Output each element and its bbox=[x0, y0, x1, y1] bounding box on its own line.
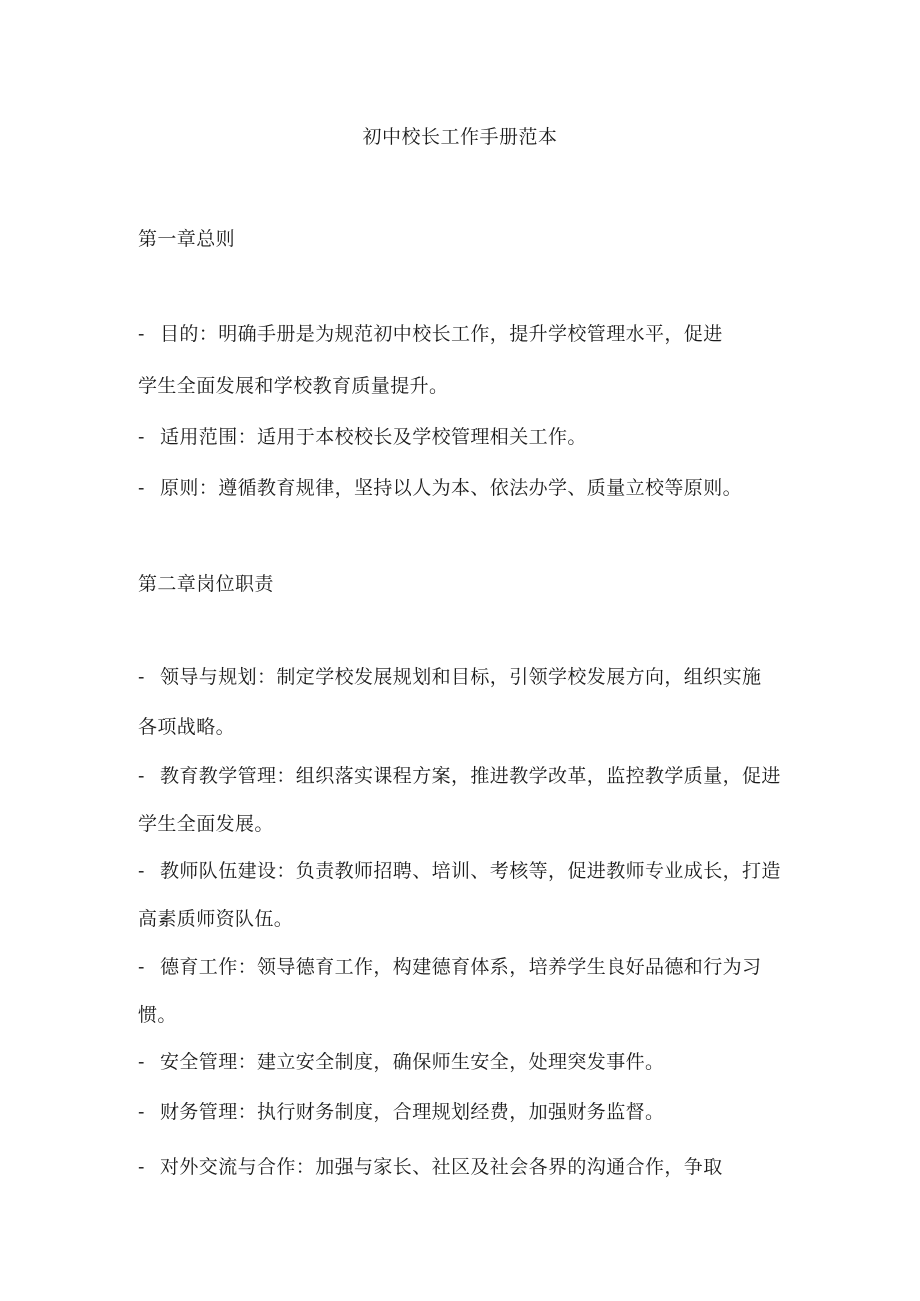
chapter-2-item-6: - 财务管理：执行财务制度，合理规划经费，加强财务监督。 bbox=[138, 1101, 665, 1123]
chapter-1-item-1-line-2: 学生全面发展和学校教育质量提升。 bbox=[138, 375, 449, 397]
bullet-dash: - bbox=[138, 1051, 145, 1073]
chapter-2-heading: 第二章岗位职责 bbox=[138, 573, 274, 595]
chapter-2-item-2-line-1: - 教育教学管理：组织落实课程方案，推进教学改革，监控教学质量，促进 bbox=[138, 765, 781, 787]
bullet-dash: - bbox=[138, 323, 145, 345]
chapter-2-item-4-line-1: - 德育工作：领导德育工作，构建德育体系，培养学生良好品德和行为习 bbox=[138, 956, 762, 978]
chapter-2-item-1-line-1: - 领导与规划：制定学校发展规划和目标，引领学校发展方向，组织实施 bbox=[138, 666, 762, 688]
bullet-dash: - bbox=[138, 860, 145, 882]
chapter-1-item-2: - 适用范围：适用于本校校长及学校管理相关工作。 bbox=[138, 426, 587, 448]
chapter-1-item-1-line-1: - 目的：明确手册是为规范初中校长工作，提升学校管理水平，促进 bbox=[138, 323, 723, 345]
bullet-dash: - bbox=[138, 477, 145, 499]
bullet-dash: - bbox=[138, 1156, 145, 1178]
chapter-2-item-4-line-2: 惯。 bbox=[138, 1004, 177, 1026]
bullet-dash: - bbox=[138, 956, 145, 978]
chapter-1-item-3: - 原则：遵循教育规律，坚持以人为本、依法办学、质量立校等原则。 bbox=[138, 477, 743, 499]
chapter-2-item-3-line-1: - 教师队伍建设：负责教师招聘、培训、考核等，促进教师专业成长，打造 bbox=[138, 860, 781, 882]
document-title: 初中校长工作手册范本 bbox=[362, 126, 558, 148]
chapter-2-item-3-line-2: 高素质师资队伍。 bbox=[138, 908, 294, 930]
chapter-2-item-5: - 安全管理：建立安全制度，确保师生安全，处理突发事件。 bbox=[138, 1051, 665, 1073]
chapter-2-item-2-line-2: 学生全面发展。 bbox=[138, 813, 274, 835]
chapter-2-item-1-line-2: 各项战略。 bbox=[138, 716, 236, 738]
chapter-1-heading: 第一章总则 bbox=[138, 228, 236, 250]
chapter-2-item-7: - 对外交流与合作：加强与家长、社区及社会各界的沟通合作，争取 bbox=[138, 1156, 723, 1178]
bullet-dash: - bbox=[138, 1101, 145, 1123]
bullet-dash: - bbox=[138, 666, 145, 688]
bullet-dash: - bbox=[138, 426, 145, 448]
bullet-dash: - bbox=[138, 765, 145, 787]
